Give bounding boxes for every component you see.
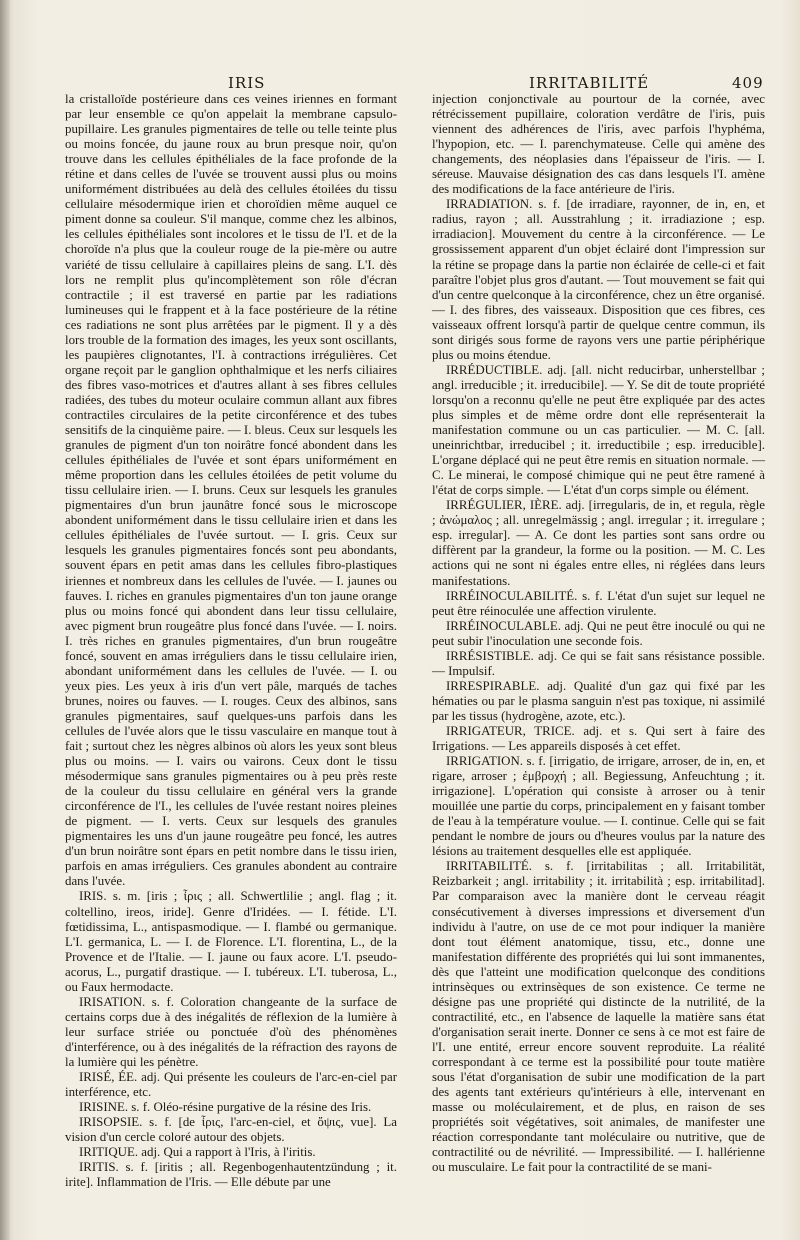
left-column <box>65 92 397 1190</box>
entry-irritabilite: IRRITABILITÉ. s. f. [irritabilitas ; all. Irritabilität, Reizbarkeit ; angl. irritability ; it. irritabilità ; esp. irritabilitad]. Par comparaison avec la manière dont le cerveau réagit consécutivement à diverses impressions et diversement d'un individu à l'autre, on use de ce mot pour indiquer la manière dont tout élément anatomique, tissu, etc., donne une manifestation différente des propriétés qui lui sont immanentes, dès que l'atteint une modification quelconque des conditions intrinsèques ou extrinsèques de son existence. Ce terme ne désigne pas une propriété qui distincte de la nutrilité, de la contractilité, etc., en l'absence de laquelle la matière sans état d'organisation serait inerte. Donner ce sens à ce mot est faire de l'I. une entité, erreur encore souvent reproduite. La réalité correspondant à ce terme est la possibilité pour toute matière sous l'état d'organisation de subir une modification de la part des agents tant extérieurs qu'intérieurs à elle, intervenant en masse ou moléculairement, et de plus, en raison de ses propriétés soit végétatives, soit animales, de manifester une réaction correspondante tant moléculaire ou nutritive, que de contractilité ou de névrilité. — Impressibilité. — I. hallérienne ou musculaire. Le fait pour la contractilité de se mani- <box>432 859 765 1175</box>
entry-irregulier: IRRÉGULIER, IÈRE. adj. [irregularis, de in, et regula, règle ; ἀνώμαλος ; all. unregelmässig ; angl. irregular ; it. irregulare ; esp. irregular]. — A. Ce dont les parties sont sans ordre ou diffèrent par la grandeur, la forme ou la position. — M. C. Les actions qui ne sont ni égales entre elles, ni réglées dans leurs manifestations. <box>432 498 765 588</box>
entry-irreinoculabilite: IRRÉINOCULABILITÉ. s. f. L'état d'un sujet sur lequel ne peut être réinoculée une affection virulente. <box>432 588 765 618</box>
entry-irisopsie: IRISOPSIE. s. f. [de ἶρις, l'arc-en-ciel, et ὄψις, vue]. La vision d'un cercle coloré autour des objets. <box>65 1115 397 1145</box>
entry-paragraph: injection conjonctivale au pourtour de la cornée, avec rétrécissement pupillaire, coloration verdâtre de l'iris, puis viennent des adhérences de l'iris, avec parfois l'hyphéma, l'hypopion, etc. — I. parenchymateuse. Celle qui amène des changements, des néoplasies dans l'épaisseur de l'iris. — I. séreuse. Mauvaise désignation des cas dans lesquels l'I. amène des modifications de la face antérieure de l'iris. <box>432 92 765 197</box>
entry-paragraph: la cristalloïde postérieure dans ces veines iriennes en formant par leur ensemble ce qu'on appelait la membrane capsulo-pupillaire. Les granules pigmentaires de telle ou telle teinte plus ou moins foncée, du jaune roux au brun presque noir, qu'on trouve dans les cellules épithéliales de la face profonde de la rétine et dans celles de l'uvée se trouvent aussi plus ou moins uniformément distribuées au delà des cellules étoilées du tissu cellulaire mésodermique irien et choroïdien même auquel ce piment donne sa couleur. S'il manque, comme chez les albinos, les cellules épithéliales sont incolores et le tissu de l'I. et de la choroïde n'a plus que la couleur rouge de la pie-mère ou autre variété de tissu cellulaire à capillaires pleins de sang. L'I. dès lors ne remplit plus qu'incomplètement son rôle d'écran contractile ; il est traversé en partie par les radiations lumineuses qui le frappent et à la face postérieure de la rétine ces radiations ne sont plus arrêtées par le pigment. Il y a dès lors trouble de la formation des images, les yeux sont oscillants, les paupières clignotantes, l'I. à contractions irrégulières. Cet organe reçoit par le ganglion ophthalmique et les nerfs ciliaires des fibres vaso-motrices et d'autres allant à ses fibres cellules radiées, des tubes du moteur oculaire commun allant aux fibres contractiles circulaires de la petite circonférence et des tubes sensitifs de la cinquième paire. — I. bleus. Ceux sur lesquels les granules de pigment d'un ton noirâtre foncé abondent dans les cellules épithéliales de l'uvée et sont épars uniformément en même proportion dans les cellules étoilées de petit volume du tissu cellulaire irien. — I. bruns. Ceux sur lesquels les granules pigmentaires d'un brun jaunâtre foncé sous le microscope abondent uniformément dans le tissu cellulaire irien et dans les cellules épithéliales de l'uvée surtout. — I. gris. Ceux sur lesquels les granules pigmentaires foncés sont peu abondants, souvent épars en petit amas dans les cellules fibro-plastiques iriennes et nombreux dans les cellules de l'uvée. — I. jaunes ou fauves. I. riches en granules pigmentaires d'un ton jaune orange plus ou moins foncé qui abondent dans leur tissu cellulaire, avec pigment brun rougeâtre plus foncé dans l'uvée. — I. noirs. I. très riches en granules pigmentaires, d'un brun rougeâtre foncé, souvent en amas irréguliers dans le tissu cellulaire irien, abondant uniformément dans les cellules de l'uvée. — I. ou yeux pies. Les yeux à iris d'un vert pâle, marqués de taches brunes, noires ou fauves. — I. rouges. Ceux des albinos, sans granules pigmentaires, sauf quelques-uns parfois dans les cellules de l'uvée alors que le tissu vasculaire en manque tout à fait ; surtout chez les nègres albinos où alors les yeux sont bleus plus ou moins. — I. vairs ou vairons. Ceux dont le tissu mésodermique sans granules pigmentaires ou à peu près reste de la couleur du tissu cellulaire en général vers la grande circonférence de l'I., les cellules de l'uvée restant noires pleines de pigment. — I. verts. Ceux sur lesquels des granules pigmentaires les uns d'un jaune rougeâtre peu foncé, les autres d'un brun noirâtre sont épars en petit nombre dans le tissu irien, parfois en amas irréguliers. Ces granules abondent au contraire dans l'uvée. <box>65 92 397 889</box>
header-center-word: IRRITABILITÉ <box>529 74 650 92</box>
entry-irresistible: IRRÉSISTIBLE. adj. Ce qui se fait sans résistance possible. — Impulsif. <box>432 648 765 678</box>
entry-iris: IRIS. s. m. [iris ; ἶρις ; all. Schwertlilie ; angl. flag ; it. coltellino, ireos, iride]. Genre d'Iridées. — I. fétide. L'I. fœtidissima, L., antispasmodique. — I. flambé ou germanique. L'I. germanica, L. — I. de Florence. L'I. florentina, L., de la Provence et de l'Italie. — I. jaune ou faux acore. L'I. pseudo-acorus, L., purgatif drastique. — I. tubéreux. L'I. tuberosa, L., ou Faux hermodacte. <box>65 889 397 994</box>
entry-irrespirable: IRRESPIRABLE. adj. Qualité d'un gaz qui fixé par les hématies ou par le plasma sanguin n'est pas toxique, ni assimilé par les tissus (hydrogène, azote, etc.). <box>432 678 765 723</box>
entry-irisation: IRISATION. s. f. Coloration changeante de la surface de certains corps due à des inégalités de réflexion de la lumière à leur surface striée ou ponctuée d'où des phénomènes d'interférence, ou à des inégalités de la réfraction des rayons de la lumière qui les pénètre. <box>65 994 397 1069</box>
binding-edge <box>0 0 10 1240</box>
entry-irrigation: IRRIGATION. s. f. [irrigatio, de irrigare, arroser, de in, en, et rigare, arroser ; ἐμβροχή ; all. Begiessung, Anfeuchtung ; it. irrigazione]. L'opération qui consiste à arroser ou à tenir mouillée une partie du corps, principalement en y faisant tomber de l'eau à la température voulue. — I. continue. Celle qui se fait pendant le nombre de jours ou d'heures voulus par la nature des lésions au traitement desquelles elle est appliquée. <box>432 754 765 859</box>
entry-irreinoculable: IRRÉINOCULABLE. adj. Qui ne peut être inoculé ou qui ne peut subir l'inoculation une seconde fois. <box>432 618 765 648</box>
entry-irise: IRISÉ, ÉE. adj. Qui présente les couleurs de l'arc-en-ciel par interférence, etc. <box>65 1070 397 1100</box>
entry-irrigateur: IRRIGATEUR, TRICE. adj. et s. Qui sert à faire des Irrigations. — Les appareils disposés à cet effet. <box>432 723 765 754</box>
entry-irradiation: IRRADIATION. s. f. [de irradiare, rayonner, de in, en, et radius, rayon ; all. Ausstrahlung ; it. irradiazione ; esp. irradiacion]. Mouvement du centre à la circonférence. — Le grossissement apparent d'un objet éclairé dont l'impression sur la rétine se propage dans la partie non éclairée de celle-ci et fait paraître l'objet plus gros d'autant. — Tout mouvement se fait qui d'un centre quelconque à la circonférence, chez un être organisé. — I. des fibres, des vaisseaux. Disposition que ces fibres, ces vaisseaux offrent lorsqu'à partir de quelque centre commun, ils sont dirigés sous forme de rayons vers une partie périphérique plus ou moins étendue. <box>432 197 765 362</box>
running-head <box>0 68 800 92</box>
page-number: 409 <box>732 74 764 92</box>
right-column <box>432 92 765 1175</box>
header-left-word: IRIS <box>228 74 266 92</box>
entry-irreductible: IRRÉDUCTIBLE. adj. [all. nicht reducirbar, unherstellbar ; angl. irreducible ; it. irreducibile]. — Y. Se dit de toute propriété lorsqu'on a reconnu qu'elle ne peut être expliquée par des actes plus simples et de même ordre dont elle représenterait la manifestation commune ou un cas particulier. — M. C. [all. uneinrichtbar, irreducibel ; it. irreductibile ; esp. irreducible]. L'organe déplacé qui ne peut être remis en situation normale. — C. Le minerai, le composé chimique qui ne peut être ramené à l'état de corps simple. — L'état d'un corps simple ou élément. <box>432 362 765 498</box>
entry-iritique: IRITIQUE. adj. Qui a rapport à l'Iris, à l'iritis. <box>79 1145 316 1160</box>
entry-iritis: IRITIS. s. f. [iritis ; all. Regenbogenhautentzündung ; it. irite]. Inflammation de l'Iris. — Elle débute par une <box>65 1160 397 1190</box>
entry-irisine: IRISINE. s. f. Oléo-résine purgative de la résine des Iris. <box>79 1100 372 1115</box>
